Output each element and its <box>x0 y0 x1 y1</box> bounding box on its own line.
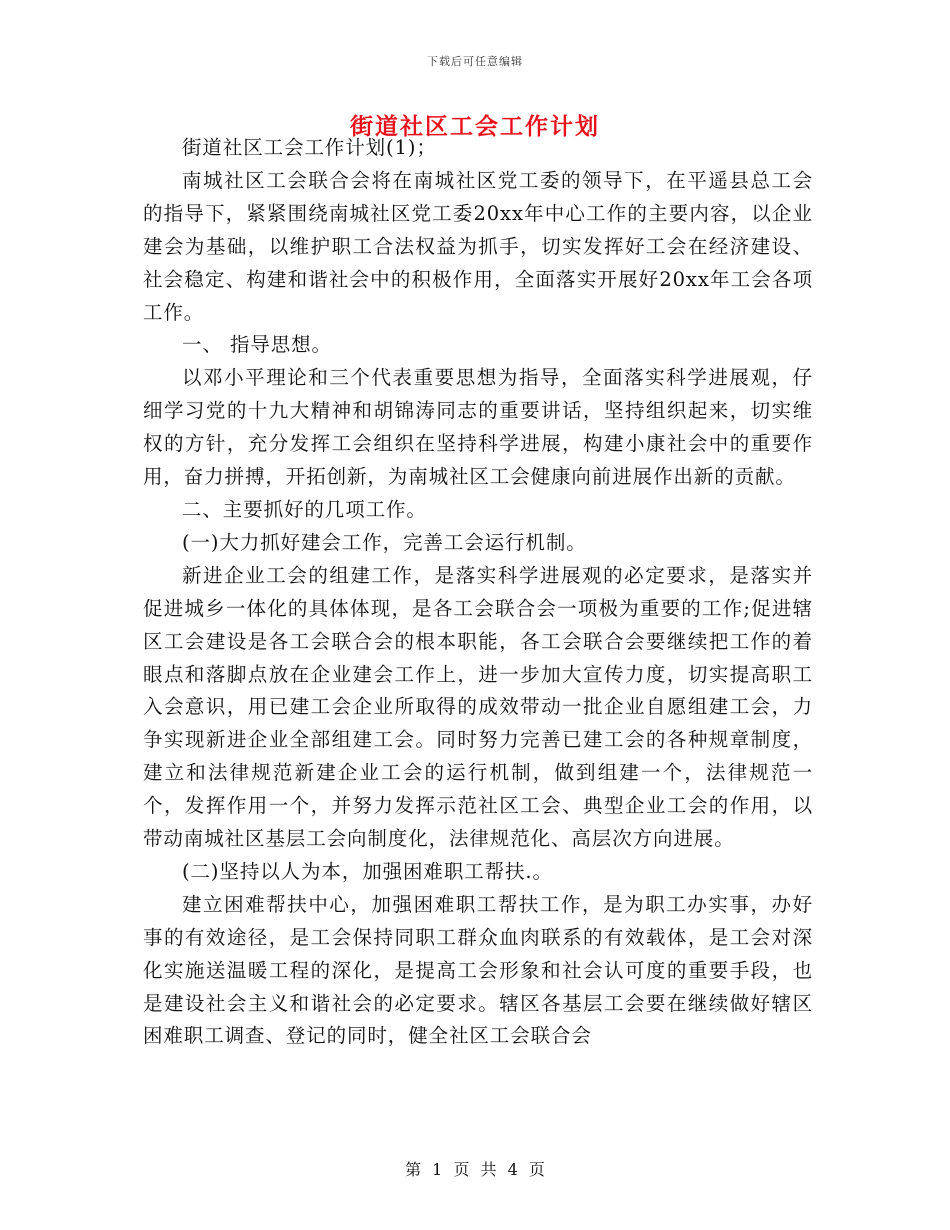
document-body <box>143 132 813 1053</box>
paragraph-overview: 南城社区工会联合会将在南城社区党工委的领导下，在平遥县总工会的指导下，紧紧围绕南城社区党工委20xx年中心工作的主要内容，以企业建会为基础，以维护职工合法权益为抓手，切实发挥好工会在经济建设、社会稳定、构建和谐社会中的积极作用，全面落实开展好20xx年工会各项工作。 <box>143 168 813 324</box>
subheading-task-2: (二)坚持以人为本，加强困难职工帮扶.。 <box>182 859 553 883</box>
heading-main-tasks: 二、主要抓好的几项工作。 <box>182 497 427 521</box>
heading-guiding-ideology: 一、 指导思想。 <box>182 333 332 357</box>
document-title: 街道社区工会工作计划 <box>350 113 600 140</box>
page-number: 第 1 页 共 4 页 <box>405 1160 545 1179</box>
subheading-task-1: (一)大力抓好建会工作，完善工会运行机制。 <box>182 530 587 554</box>
header-note: 下载后可任意编辑 <box>427 55 523 68</box>
paragraph-task-2: 建立困难帮扶中心，加强困难职工帮扶工作，是为职工办实事，办好事的有效途径，是工会保持同职工群众血肉联系的有效载体，是工会对深化实施送温暖工程的深化，是提高工会形象和社会认可度的重要手段，也是建设社会主义和谐社会的必定要求。辖区各基层工会要在继续做好辖区困难职工调查、登记的同时，健全社区工会联合会 <box>143 892 813 1048</box>
paragraph-intro: 街道社区工会工作计划(1)； <box>182 136 437 159</box>
paragraph-guiding-ideology: 以邓小平理论和三个代表重要思想为指导，全面落实科学进展观，仔细学习党的十九大精神和胡锦涛同志的重要讲话，坚持组织起来，切实维权的方针，充分发挥工会组织在坚持科学进展，构建小康社会中的重要作用，奋力拼搏，开拓创新，为南城社区工会健康向前进展作出新的贡献。 <box>143 366 813 489</box>
paragraph-task-1: 新进企业工会的组建工作，是落实科学进展观的必定要求，是落实并促进城乡一体化的具体体现，是各工会联合会一项极为重要的工作;促进辖区工会建设是各工会联合会的根本职能，各工会联合会要继续把工作的着眼点和落脚点放在企业建会工作上，进一步加大宣传力度，切实提高职工入会意识，用已建工会企业所取得的成效带动一批企业自愿组建工会，力争实现新进企业全部组建工会。同时努力完善已建工会的各种规章制度，建立和法律规范新建企业工会的运行机制，做到组建一个，法律规范一个，发挥作用一个，并努力发挥示范社区工会、典型企业工会的作用，以带动南城社区基层工会向制度化，法律规范化、高层次方向进展。 <box>143 563 813 851</box>
